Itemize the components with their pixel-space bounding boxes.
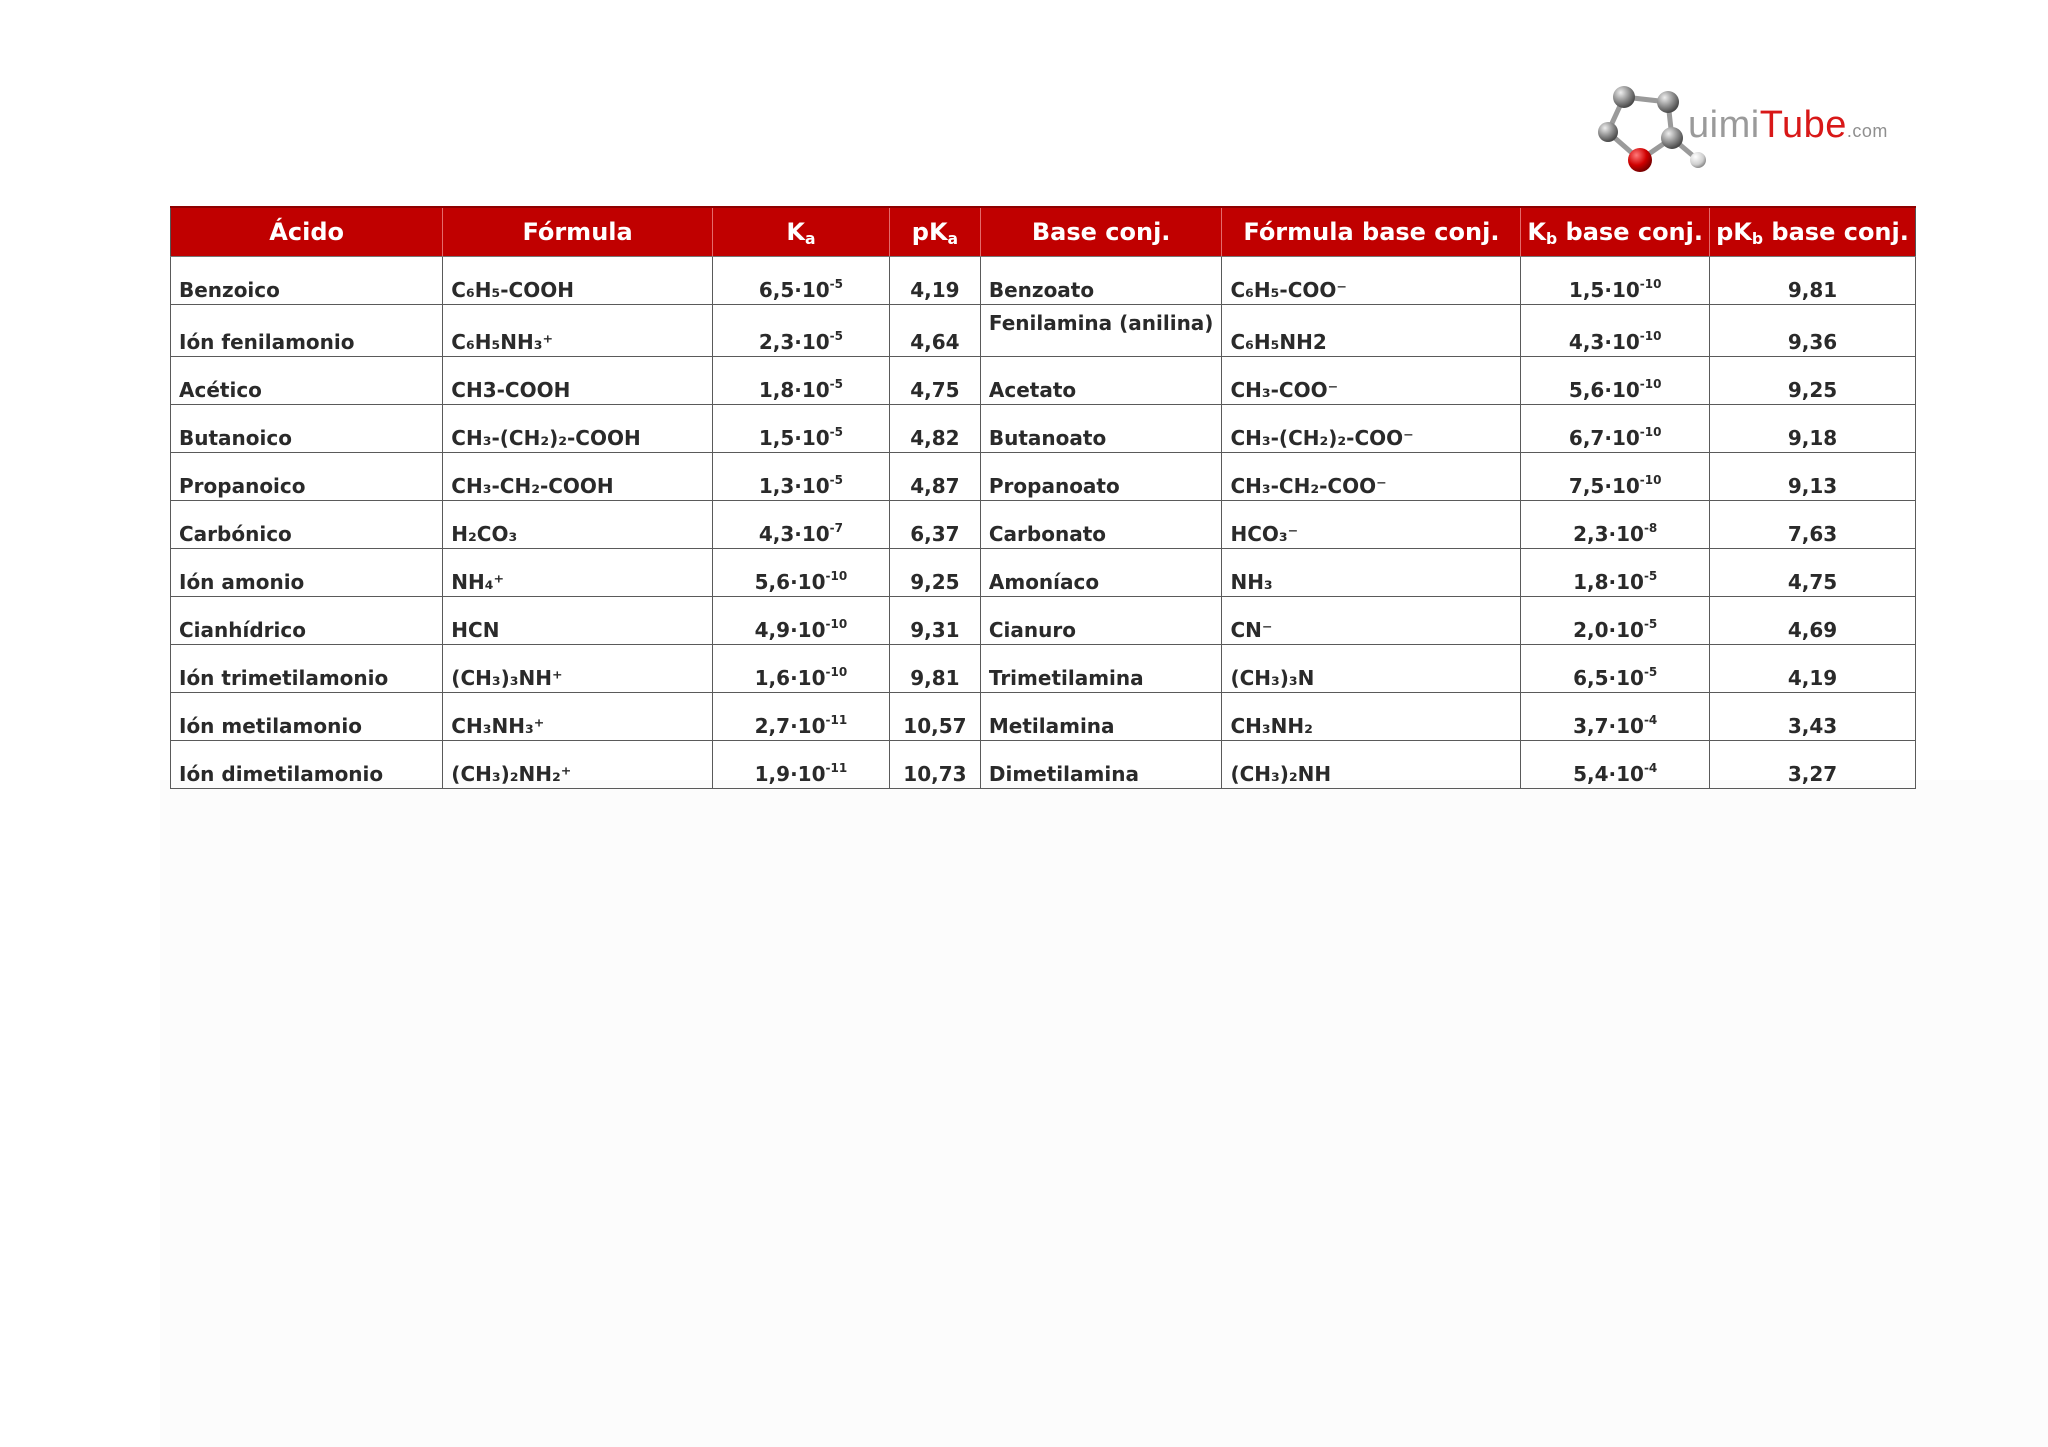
acid-name-cell: Ión trimetilamonio <box>171 645 443 693</box>
pkb-cell: 3,43 <box>1709 693 1915 741</box>
kb-cell-mantissa: 5,6·10 <box>1568 378 1640 402</box>
pkb-cell: 9,13 <box>1709 453 1915 501</box>
ka-cell-mantissa: 2,3·10 <box>758 330 830 354</box>
table-row <box>171 257 1916 305</box>
kb-cell <box>1521 645 1710 693</box>
ka-cell <box>712 453 889 501</box>
header-ka-label: K <box>786 218 805 246</box>
header-pka-label: pK <box>911 218 948 246</box>
table-header-row <box>171 207 1916 257</box>
acid-formula-cell: C₆H₅-COOH <box>443 257 713 305</box>
ka-cell <box>712 405 889 453</box>
header-pka-sub: a <box>947 229 959 248</box>
ka-cell <box>712 501 889 549</box>
acid-name-cell: Carbónico <box>171 501 443 549</box>
kb-cell-exponent: -8 <box>1643 521 1658 535</box>
table-row <box>171 597 1916 645</box>
ka-cell-mantissa: 1,6·10 <box>754 666 826 690</box>
ka-cell-mantissa: 1,9·10 <box>754 762 826 786</box>
pka-cell: 9,81 <box>889 645 980 693</box>
table-row <box>171 405 1916 453</box>
base-formula-cell: CH₃NH₂ <box>1222 693 1521 741</box>
header-kb-sub: b <box>1546 229 1558 248</box>
kb-cell-mantissa: 6,5·10 <box>1573 666 1644 690</box>
kb-cell <box>1521 305 1710 357</box>
base-name-cell: Acetato <box>980 357 1222 405</box>
acid-formula-cell: C₆H₅NH₃⁺ <box>443 305 713 357</box>
ka-cell-mantissa: 1,5·10 <box>758 426 830 450</box>
pka-cell: 10,73 <box>889 741 980 789</box>
base-formula-cell: NH₃ <box>1222 549 1521 597</box>
kb-cell <box>1521 693 1710 741</box>
header-pkb <box>1709 207 1915 257</box>
kb-cell-exponent: -10 <box>1639 329 1662 343</box>
pkb-cell: 7,63 <box>1709 501 1915 549</box>
ka-cell-mantissa: 1,8·10 <box>758 378 830 402</box>
base-name-cell: Dimetilamina <box>980 741 1222 789</box>
table-row <box>171 453 1916 501</box>
ka-cell <box>712 305 889 357</box>
header-kb <box>1521 207 1710 257</box>
acid-formula-cell: HCN <box>443 597 713 645</box>
kb-cell-mantissa: 5,4·10 <box>1573 762 1644 786</box>
kb-cell-exponent: -5 <box>1643 617 1658 631</box>
pka-cell: 6,37 <box>889 501 980 549</box>
header-ka <box>712 207 889 257</box>
base-formula-cell: CH₃-CH₂-COO⁻ <box>1222 453 1521 501</box>
pkb-cell: 4,69 <box>1709 597 1915 645</box>
table-row <box>171 645 1916 693</box>
ka-cell-exponent: -10 <box>825 665 848 679</box>
brand-wordmark <box>1688 104 1888 147</box>
acid-name-cell: Butanoico <box>171 405 443 453</box>
ka-cell-exponent: -10 <box>825 569 848 583</box>
ka-cell <box>712 741 889 789</box>
kb-cell <box>1521 549 1710 597</box>
kb-cell-exponent: -5 <box>1643 665 1658 679</box>
table-row <box>171 693 1916 741</box>
kb-cell <box>1521 501 1710 549</box>
kb-cell-exponent: -4 <box>1643 761 1658 775</box>
header-pka <box>889 207 980 257</box>
header-ka-sub: a <box>804 229 816 248</box>
ka-cell-exponent: -5 <box>829 425 844 439</box>
base-name-cell: Fenilamina (anilina) <box>980 305 1222 357</box>
pka-cell: 9,31 <box>889 597 980 645</box>
acid-formula-cell: CH₃-CH₂-COOH <box>443 453 713 501</box>
header-acid: Ácido <box>171 207 443 257</box>
table-row <box>171 501 1916 549</box>
pka-cell: 4,75 <box>889 357 980 405</box>
acid-name-cell: Propanoico <box>171 453 443 501</box>
pkb-cell: 4,75 <box>1709 549 1915 597</box>
base-formula-cell: CH₃-(CH₂)₂-COO⁻ <box>1222 405 1521 453</box>
acid-name-cell: Ión metilamonio <box>171 693 443 741</box>
header-pkb-sub: b <box>1751 229 1764 248</box>
pkb-cell: 9,25 <box>1709 357 1915 405</box>
acid-name-cell: Cianhídrico <box>171 597 443 645</box>
base-name-cell: Butanoato <box>980 405 1222 453</box>
kb-cell <box>1521 453 1710 501</box>
ka-cell-exponent: -11 <box>825 713 848 727</box>
kb-cell-exponent: -10 <box>1639 473 1662 487</box>
base-name-cell: Benzoato <box>980 257 1222 305</box>
brand-domain: .com <box>1846 121 1888 141</box>
pka-cell: 4,82 <box>889 405 980 453</box>
table-row <box>171 741 1916 789</box>
base-name-cell: Amoníaco <box>980 549 1222 597</box>
kb-cell-mantissa: 4,3·10 <box>1568 330 1640 354</box>
kb-cell-exponent: -5 <box>1643 569 1658 583</box>
ka-cell <box>712 645 889 693</box>
ka-cell-mantissa: 6,5·10 <box>758 278 830 302</box>
header-formula: Fórmula <box>443 207 713 257</box>
acid-formula-cell: CH₃-(CH₂)₂-COOH <box>443 405 713 453</box>
page-background <box>160 780 2048 1447</box>
ka-cell <box>712 257 889 305</box>
base-name-cell: Metilamina <box>980 693 1222 741</box>
ka-cell <box>712 693 889 741</box>
ka-cell-exponent: -10 <box>825 617 848 631</box>
acid-name-cell: Ión dimetilamonio <box>171 741 443 789</box>
pka-cell: 4,64 <box>889 305 980 357</box>
ka-cell-exponent: -11 <box>825 761 848 775</box>
table-row <box>171 549 1916 597</box>
base-name-cell: Cianuro <box>980 597 1222 645</box>
header-base: Base conj. <box>980 207 1222 257</box>
ka-cell <box>712 549 889 597</box>
acid-formula-cell: CH₃NH₃⁺ <box>443 693 713 741</box>
kb-cell <box>1521 257 1710 305</box>
base-formula-cell: C₆H₅NH2 <box>1222 305 1521 357</box>
header-kb-suffix: base conj. <box>1557 218 1703 246</box>
kb-cell-mantissa: 1,5·10 <box>1568 278 1640 302</box>
base-formula-cell: CN⁻ <box>1222 597 1521 645</box>
pkb-cell: 9,18 <box>1709 405 1915 453</box>
kb-cell <box>1521 741 1710 789</box>
ka-cell-exponent: -5 <box>829 473 844 487</box>
table-row <box>171 357 1916 405</box>
header-pkb-label: pK <box>1716 218 1752 246</box>
acid-formula-cell: (CH₃)₃NH⁺ <box>443 645 713 693</box>
ka-cell-exponent: -5 <box>829 377 844 391</box>
ka-cell <box>712 597 889 645</box>
pka-cell: 4,19 <box>889 257 980 305</box>
ka-cell-mantissa: 5,6·10 <box>754 570 826 594</box>
kb-cell <box>1521 357 1710 405</box>
ka-cell-mantissa: 1,3·10 <box>758 474 830 498</box>
acid-name-cell: Ión fenilamonio <box>171 305 443 357</box>
header-pkb-suffix: base conj. <box>1763 218 1909 246</box>
kb-cell-exponent: -4 <box>1643 713 1658 727</box>
acid-base-constants-table <box>170 206 1916 789</box>
base-name-cell: Trimetilamina <box>980 645 1222 693</box>
pkb-cell: 9,81 <box>1709 257 1915 305</box>
ka-cell-exponent: -5 <box>829 277 844 291</box>
acid-name-cell: Ión amonio <box>171 549 443 597</box>
ka-cell <box>712 357 889 405</box>
base-name-cell: Carbonato <box>980 501 1222 549</box>
kb-cell-mantissa: 7,5·10 <box>1568 474 1640 498</box>
pka-cell: 10,57 <box>889 693 980 741</box>
ka-cell-mantissa: 4,3·10 <box>758 522 830 546</box>
quimitube-logo <box>1598 80 1888 180</box>
brand-name-prefix: uimi <box>1688 104 1760 146</box>
ka-cell-exponent: -7 <box>829 521 844 535</box>
kb-cell-mantissa: 2,3·10 <box>1573 522 1644 546</box>
kb-cell <box>1521 597 1710 645</box>
pka-cell: 4,87 <box>889 453 980 501</box>
ka-cell-mantissa: 4,9·10 <box>754 618 826 642</box>
ka-cell-mantissa: 2,7·10 <box>754 714 826 738</box>
pka-cell: 9,25 <box>889 549 980 597</box>
ka-cell-exponent: -5 <box>829 329 844 343</box>
acid-formula-cell: CH3-COOH <box>443 357 713 405</box>
kb-cell-mantissa: 2,0·10 <box>1573 618 1644 642</box>
base-formula-cell: HCO₃⁻ <box>1222 501 1521 549</box>
kb-cell-exponent: -10 <box>1639 425 1662 439</box>
pkb-cell: 4,19 <box>1709 645 1915 693</box>
acid-name-cell: Benzoico <box>171 257 443 305</box>
base-name-cell: Propanoato <box>980 453 1222 501</box>
header-kb-label: K <box>1527 218 1547 246</box>
kb-cell <box>1521 405 1710 453</box>
header-base-formula: Fórmula base conj. <box>1222 207 1521 257</box>
pkb-cell: 9,36 <box>1709 305 1915 357</box>
brand-name-suffix: Tube <box>1759 104 1847 146</box>
base-formula-cell: CH₃-COO⁻ <box>1222 357 1521 405</box>
kb-cell-exponent: -10 <box>1639 277 1662 291</box>
base-formula-cell: (CH₃)₃N <box>1222 645 1521 693</box>
acid-formula-cell: H₂CO₃ <box>443 501 713 549</box>
base-formula-cell: (CH₃)₂NH <box>1222 741 1521 789</box>
table-row <box>171 305 1916 357</box>
pkb-cell: 3,27 <box>1709 741 1915 789</box>
base-formula-cell: C₆H₅-COO⁻ <box>1222 257 1521 305</box>
acid-formula-cell: (CH₃)₂NH₂⁺ <box>443 741 713 789</box>
kb-cell-mantissa: 3,7·10 <box>1573 714 1644 738</box>
kb-cell-exponent: -10 <box>1639 377 1662 391</box>
acid-name-cell: Acético <box>171 357 443 405</box>
kb-cell-mantissa: 6,7·10 <box>1568 426 1640 450</box>
kb-cell-mantissa: 1,8·10 <box>1573 570 1644 594</box>
acid-formula-cell: NH₄⁺ <box>443 549 713 597</box>
